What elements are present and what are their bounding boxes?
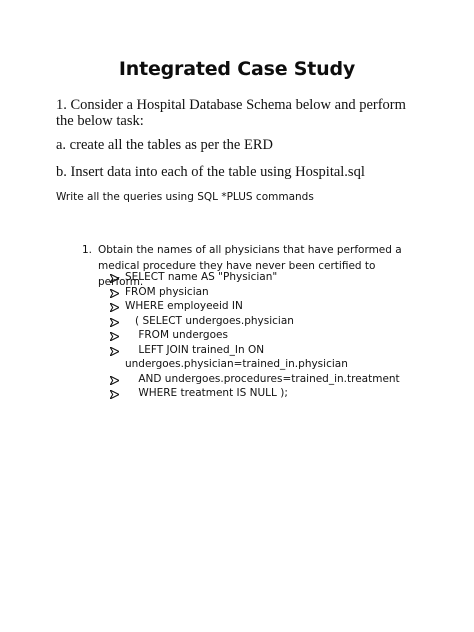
- query-line-text: AND undergoes.procedures=trained_in.treatment: [125, 372, 400, 385]
- query-line-text: undergoes.physician=trained_in.physician: [125, 358, 348, 370]
- query-line: [110, 285, 209, 301]
- arrowhead-bullet-icon: [110, 274, 119, 283]
- query-line-text: SELECT name AS "Physician": [125, 271, 278, 283]
- query-line-text: WHERE treatment IS NULL );: [125, 387, 288, 399]
- task-a: a. create all the tables as per the ERD: [56, 137, 273, 153]
- query-line: [110, 271, 278, 286]
- arrowhead-bullet-icon: [110, 289, 119, 298]
- query-line: [110, 372, 400, 388]
- task-b: b. Insert data into each of the table using Hospital.sql: [56, 164, 365, 180]
- arrowhead-bullet-icon: [110, 318, 119, 327]
- query-line-continuation: [110, 358, 348, 373]
- query-line-text: LEFT JOIN trained_In ON: [125, 343, 265, 356]
- arrowhead-bullet-icon: [110, 376, 119, 385]
- question-text: Obtain the names of all physicians that have performed a medical procedure they have never been certified to perform.: [98, 244, 402, 288]
- query-line: [110, 314, 294, 330]
- intro-paragraph: 1. Consider a Hospital Database Schema below and perform the below task:: [56, 97, 406, 129]
- query-line-text: ( SELECT undergoes.physician: [125, 314, 294, 327]
- arrowhead-bullet-icon: [110, 303, 119, 312]
- query-line-text: FROM physician: [125, 285, 209, 298]
- query-line-text: FROM undergoes: [125, 329, 228, 341]
- document-title: Integrated Case Study: [118, 58, 356, 80]
- instruction-note: Write all the queries using SQL *PLUS commands: [56, 191, 314, 203]
- arrowhead-bullet-icon: [110, 390, 119, 399]
- query-line: [110, 343, 265, 359]
- arrowhead-bullet-icon: [110, 347, 119, 356]
- query-line-text: WHERE employeeid IN: [125, 300, 243, 312]
- question-number: 1.: [82, 244, 93, 256]
- query-line: [110, 387, 288, 402]
- sql-query-list: [110, 271, 400, 402]
- query-line: [110, 300, 243, 315]
- arrowhead-bullet-icon: [110, 332, 119, 341]
- query-line: [110, 329, 228, 344]
